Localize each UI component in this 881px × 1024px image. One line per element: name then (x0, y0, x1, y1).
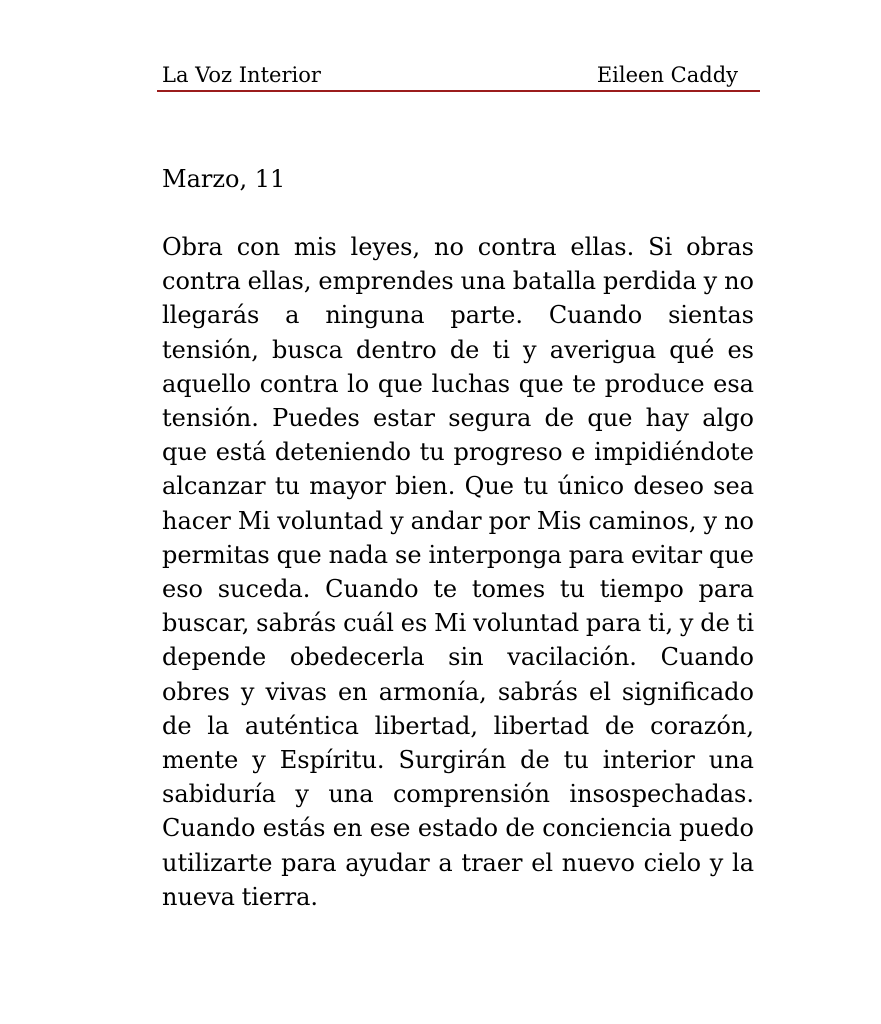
entry-text: Obra con mis leyes, no contra ellas. Si obras contra ellas, emprendes una batalla perdida y no llegarás a ninguna parte. Cuando sientas tensión, busca dentro de ti y averigua qué es aquello contra lo que luchas que te produce esa tensión. Puedes estar segura de que hay algo que está deteniendo tu progreso e impidiéndote alcanzar tu mayor bien. Que tu único deseo sea hacer Mi voluntad y andar por Mis caminos, y no permitas que nada se interponga para evitar que eso suceda. Cuando te tomes tu tiempo para buscar, sabrás cuál es Mi voluntad para ti, y de ti depende obedecerla sin vacilación. Cuando obres y vivas en armonía, sabrás el significado de la auténtica libertad, libertad de corazón, mente y Espíritu. Surgirán de tu interior una sabiduría y una comprensión insospechadas. Cuando estás en ese estado de conciencia puedo utilizarte para ayudar a traer el nuevo cielo y la nueva tierra. (162, 233, 754, 911)
book-title: La Voz Interior (162, 63, 321, 87)
entry-date: Marzo, 11 (162, 165, 286, 193)
running-header (157, 62, 760, 92)
author-name: Eileen Caddy (596, 63, 738, 87)
